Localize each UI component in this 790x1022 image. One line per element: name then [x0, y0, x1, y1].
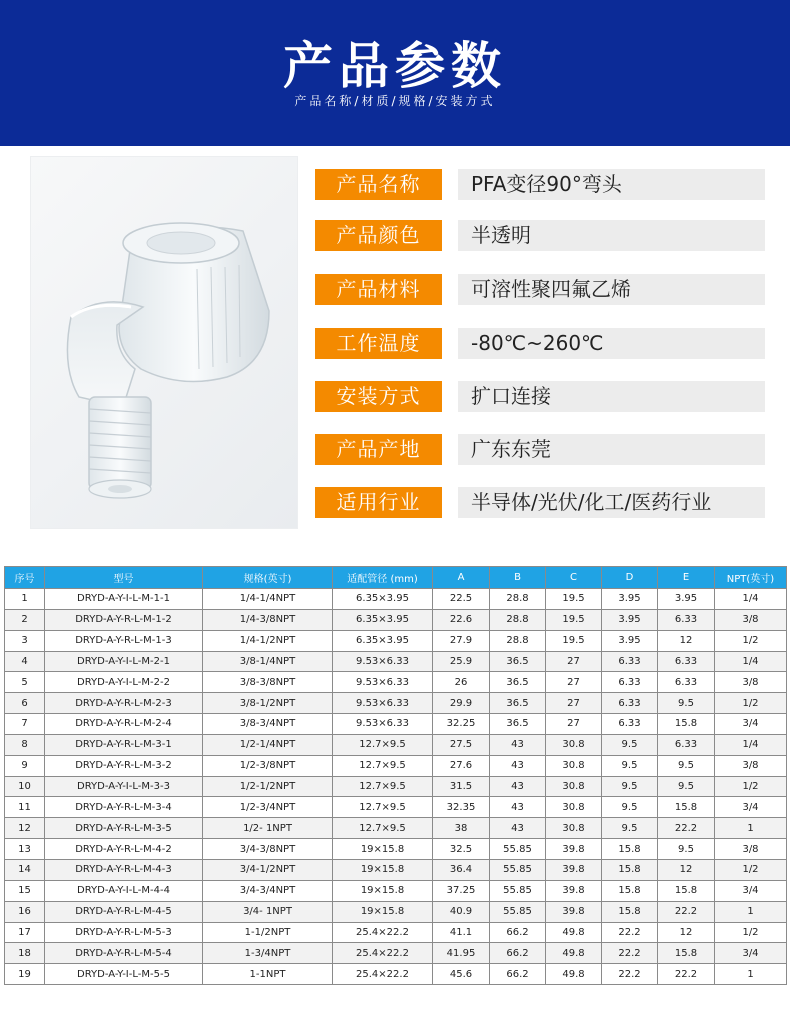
table-cell: 15.8	[658, 943, 715, 964]
table-cell: 6.35×3.95	[333, 589, 433, 610]
table-cell: 9.5	[658, 776, 715, 797]
spec-label: 适用行业	[315, 487, 442, 518]
table-cell: 1	[5, 589, 45, 610]
table-cell: 1/2-1/2NPT	[203, 776, 333, 797]
table-cell: 30.8	[546, 776, 602, 797]
spec-label: 安装方式	[315, 381, 442, 412]
spec-value: 半导体/光伏/化工/医药行业	[458, 487, 765, 518]
header-banner	[0, 0, 790, 146]
table-cell: 22.2	[658, 818, 715, 839]
table-cell: 1/4-1/4NPT	[203, 589, 333, 610]
table-cell: 32.25	[433, 714, 490, 735]
table-cell: DRYD-A-Y-R-L-M-5-4	[45, 943, 203, 964]
table-row	[5, 839, 787, 860]
table-cell: 9.5	[602, 755, 658, 776]
table-cell: 2	[5, 609, 45, 630]
table-cell: 8	[5, 734, 45, 755]
table-cell: 6.35×3.95	[333, 630, 433, 651]
column-header: B	[490, 567, 546, 589]
table-cell: 43	[490, 734, 546, 755]
table-cell: 39.8	[546, 880, 602, 901]
table-cell: 16	[5, 901, 45, 922]
table-cell: 15.8	[658, 880, 715, 901]
table-cell: 3.95	[602, 609, 658, 630]
table-cell: 45.6	[433, 964, 490, 985]
table-cell: 15.8	[602, 880, 658, 901]
table-cell: 6	[5, 693, 45, 714]
table-cell: 22.2	[602, 964, 658, 985]
table-row	[5, 672, 787, 693]
spec-row-origin	[315, 434, 765, 465]
table-cell: 1/2- 1NPT	[203, 818, 333, 839]
table-cell: 19×15.8	[333, 839, 433, 860]
table-cell: 22.2	[658, 901, 715, 922]
spec-row-material	[315, 274, 765, 305]
table-cell: 1/4-1/2NPT	[203, 630, 333, 651]
table-cell: 30.8	[546, 755, 602, 776]
spec-row-temperature	[315, 328, 765, 359]
table-cell: 9.5	[602, 797, 658, 818]
spec-value: 半透明	[458, 220, 765, 251]
table-cell: 38	[433, 818, 490, 839]
table-cell: 22.2	[602, 943, 658, 964]
table-cell: 43	[490, 797, 546, 818]
table-cell: 3/4	[715, 880, 787, 901]
table-row	[5, 651, 787, 672]
table-cell: 3/4- 1NPT	[203, 901, 333, 922]
table-cell: 12	[658, 859, 715, 880]
table-cell: 3/8-3/8NPT	[203, 672, 333, 693]
table-cell: 9.5	[658, 755, 715, 776]
table-cell: 5	[5, 672, 45, 693]
table-row	[5, 630, 787, 651]
table-cell: 3/8-1/4NPT	[203, 651, 333, 672]
table-cell: DRYD-A-Y-I-L-M-2-1	[45, 651, 203, 672]
table-row	[5, 922, 787, 943]
table-cell: 1/2	[715, 859, 787, 880]
spec-value: -80℃~260℃	[458, 328, 765, 359]
spec-value: 扩口连接	[458, 381, 765, 412]
table-cell: 15	[5, 880, 45, 901]
table-cell: 55.85	[490, 839, 546, 860]
table-cell: 39.8	[546, 901, 602, 922]
table-cell: 9.5	[602, 776, 658, 797]
table-cell: DRYD-A-Y-R-L-M-1-2	[45, 609, 203, 630]
table-cell: 19	[5, 964, 45, 985]
table-cell: 12.7×9.5	[333, 755, 433, 776]
table-cell: 22.2	[602, 922, 658, 943]
table-row	[5, 943, 787, 964]
table-cell: 3/4-3/4NPT	[203, 880, 333, 901]
table-cell: 6.33	[602, 672, 658, 693]
table-cell: 12	[658, 630, 715, 651]
table-cell: 1/2	[715, 630, 787, 651]
table-cell: 27.9	[433, 630, 490, 651]
column-header: 型号	[45, 567, 203, 589]
table-cell: 25.4×22.2	[333, 943, 433, 964]
table-cell: 37.25	[433, 880, 490, 901]
table-cell: 28.8	[490, 589, 546, 610]
table-cell: 1/4	[715, 651, 787, 672]
table-cell: 12	[658, 922, 715, 943]
table-cell: 6.33	[602, 651, 658, 672]
table-row	[5, 818, 787, 839]
table-cell: 15.8	[658, 714, 715, 735]
column-header: A	[433, 567, 490, 589]
table-row	[5, 734, 787, 755]
table-cell: 9.53×6.33	[333, 651, 433, 672]
table-cell: DRYD-A-Y-R-L-M-2-3	[45, 693, 203, 714]
elbow-fitting-illustration	[31, 157, 299, 530]
table-cell: 6.33	[658, 651, 715, 672]
table-cell: DRYD-A-Y-R-L-M-4-3	[45, 859, 203, 880]
table-cell: 12.7×9.5	[333, 818, 433, 839]
table-cell: 27	[546, 693, 602, 714]
table-cell: 41.95	[433, 943, 490, 964]
table-cell: 6.33	[658, 734, 715, 755]
table-row	[5, 859, 787, 880]
table-cell: DRYD-A-Y-R-L-M-3-1	[45, 734, 203, 755]
table-cell: DRYD-A-Y-R-L-M-5-3	[45, 922, 203, 943]
spec-row-color	[315, 220, 765, 251]
table-cell: 28.8	[490, 609, 546, 630]
table-cell: 3/8-1/2NPT	[203, 693, 333, 714]
table-cell: DRYD-A-Y-R-L-M-3-2	[45, 755, 203, 776]
table-cell: 7	[5, 714, 45, 735]
table-cell: 11	[5, 797, 45, 818]
table-cell: 30.8	[546, 818, 602, 839]
table-cell: 9.5	[602, 818, 658, 839]
table-cell: 6.33	[658, 609, 715, 630]
table-row	[5, 776, 787, 797]
table-cell: 3/8	[715, 839, 787, 860]
table-cell: 1	[715, 964, 787, 985]
table-cell: 36.5	[490, 693, 546, 714]
table-cell: 1/4-3/8NPT	[203, 609, 333, 630]
table-cell: 6.33	[602, 693, 658, 714]
table-cell: 1/2	[715, 776, 787, 797]
table-cell: 4	[5, 651, 45, 672]
table-cell: 25.4×22.2	[333, 964, 433, 985]
table-cell: 1/2-3/4NPT	[203, 797, 333, 818]
table-cell: 1/4	[715, 589, 787, 610]
table-cell: 19×15.8	[333, 880, 433, 901]
table-cell: 43	[490, 818, 546, 839]
table-cell: 3/4-1/2NPT	[203, 859, 333, 880]
page-title: 产品参数	[283, 37, 507, 95]
table-cell: 6.33	[602, 714, 658, 735]
table-cell: 22.2	[658, 964, 715, 985]
spec-label: 工作温度	[315, 328, 442, 359]
table-cell: DRYD-A-Y-I-L-M-3-3	[45, 776, 203, 797]
table-row	[5, 901, 787, 922]
table-cell: 40.9	[433, 901, 490, 922]
table-cell: 15.8	[602, 901, 658, 922]
spec-value: 可溶性聚四氟乙烯	[458, 274, 765, 305]
table-cell: 13	[5, 839, 45, 860]
table-cell: 15.8	[602, 859, 658, 880]
table-header-row	[5, 567, 787, 589]
table-cell: 3.95	[658, 589, 715, 610]
table-cell: 1/2	[715, 693, 787, 714]
product-image	[30, 156, 298, 529]
table-cell: DRYD-A-Y-R-L-M-4-5	[45, 901, 203, 922]
table-cell: 18	[5, 943, 45, 964]
table-body	[5, 589, 787, 985]
table-cell: 66.2	[490, 964, 546, 985]
table-cell: 3/8	[715, 609, 787, 630]
table-cell: DRYD-A-Y-R-L-M-3-4	[45, 797, 203, 818]
table-cell: 12.7×9.5	[333, 776, 433, 797]
table-cell: 1-1NPT	[203, 964, 333, 985]
spec-value: 广东东莞	[458, 434, 765, 465]
table-cell: DRYD-A-Y-R-L-M-2-4	[45, 714, 203, 735]
table-cell: 43	[490, 776, 546, 797]
table-cell: 43	[490, 755, 546, 776]
column-header: E	[658, 567, 715, 589]
table-cell: 9.5	[658, 839, 715, 860]
table-row	[5, 797, 787, 818]
spec-table	[4, 566, 786, 985]
table-row	[5, 880, 787, 901]
table-cell: 12.7×9.5	[333, 797, 433, 818]
table-cell: 9.53×6.33	[333, 693, 433, 714]
table-cell: 31.5	[433, 776, 490, 797]
table-cell: 27	[546, 714, 602, 735]
table-cell: 19.5	[546, 589, 602, 610]
table-cell: 41.1	[433, 922, 490, 943]
spec-row-name	[315, 169, 765, 200]
table-cell: 3	[5, 630, 45, 651]
table-cell: 25.4×22.2	[333, 922, 433, 943]
table-cell: 39.8	[546, 839, 602, 860]
table-cell: 3.95	[602, 630, 658, 651]
table-cell: 9.5	[658, 693, 715, 714]
table-cell: 49.8	[546, 943, 602, 964]
table-cell: 15.8	[658, 797, 715, 818]
spec-row-installation	[315, 381, 765, 412]
table-cell: 29.9	[433, 693, 490, 714]
spec-row-industry	[315, 487, 765, 518]
table-cell: 19.5	[546, 609, 602, 630]
table-cell: 1	[715, 901, 787, 922]
table-cell: 55.85	[490, 901, 546, 922]
table-cell: 25.9	[433, 651, 490, 672]
table-cell: 66.2	[490, 922, 546, 943]
table-cell: 1/2-3/8NPT	[203, 755, 333, 776]
table-cell: 17	[5, 922, 45, 943]
table-cell: 36.5	[490, 672, 546, 693]
spec-label: 产品材料	[315, 274, 442, 305]
table-cell: 1/2-1/4NPT	[203, 734, 333, 755]
column-header: 规格(英寸)	[203, 567, 333, 589]
table-cell: 9	[5, 755, 45, 776]
page-subtitle: 产品名称/材质/规格/安装方式	[294, 94, 496, 108]
table-cell: 27	[546, 651, 602, 672]
table-cell: DRYD-A-Y-I-L-M-4-4	[45, 880, 203, 901]
table-cell: 12.7×9.5	[333, 734, 433, 755]
table-cell: 9.53×6.33	[333, 672, 433, 693]
table-cell: DRYD-A-Y-R-L-M-4-2	[45, 839, 203, 860]
table-cell: 66.2	[490, 943, 546, 964]
table-cell: 39.8	[546, 859, 602, 880]
table-cell: 27.6	[433, 755, 490, 776]
table-cell: 3.95	[602, 589, 658, 610]
table-cell: DRYD-A-Y-I-L-M-2-2	[45, 672, 203, 693]
column-header: C	[546, 567, 602, 589]
table-row	[5, 714, 787, 735]
table-cell: 27.5	[433, 734, 490, 755]
table-cell: DRYD-A-Y-R-L-M-1-3	[45, 630, 203, 651]
table-row	[5, 964, 787, 985]
table-cell: 9.5	[602, 734, 658, 755]
table-cell: 6.35×3.95	[333, 609, 433, 630]
spec-label: 产品产地	[315, 434, 442, 465]
table-cell: 26	[433, 672, 490, 693]
table-cell: 27	[546, 672, 602, 693]
table-cell: 3/4	[715, 943, 787, 964]
table-cell: 12	[5, 818, 45, 839]
table-cell: 49.8	[546, 964, 602, 985]
table-cell: 36.5	[490, 651, 546, 672]
table-cell: 1-3/4NPT	[203, 943, 333, 964]
table-cell: 10	[5, 776, 45, 797]
table-cell: 3/8-3/4NPT	[203, 714, 333, 735]
table-cell: 32.35	[433, 797, 490, 818]
table-cell: 19×15.8	[333, 859, 433, 880]
table-row	[5, 693, 787, 714]
table-cell: 3/8	[715, 755, 787, 776]
table-cell: 3/4	[715, 714, 787, 735]
table-cell: 6.33	[658, 672, 715, 693]
column-header: NPT(英寸)	[715, 567, 787, 589]
table-cell: 30.8	[546, 734, 602, 755]
table-cell: 55.85	[490, 880, 546, 901]
table-cell: 19.5	[546, 630, 602, 651]
table-cell: 55.85	[490, 859, 546, 880]
table-cell: 14	[5, 859, 45, 880]
table-cell: 3/4	[715, 797, 787, 818]
table-row	[5, 589, 787, 610]
table-cell: 22.5	[433, 589, 490, 610]
table-row	[5, 609, 787, 630]
table-row	[5, 755, 787, 776]
table-cell: 19×15.8	[333, 901, 433, 922]
column-header: D	[602, 567, 658, 589]
table-cell: 36.4	[433, 859, 490, 880]
column-header: 序号	[5, 567, 45, 589]
table-cell: 3/8	[715, 672, 787, 693]
table-cell: DRYD-A-Y-I-L-M-5-5	[45, 964, 203, 985]
table-cell: 3/4-3/8NPT	[203, 839, 333, 860]
table-cell: 1	[715, 818, 787, 839]
table-cell: 22.6	[433, 609, 490, 630]
table-cell: 30.8	[546, 797, 602, 818]
table-cell: 1-1/2NPT	[203, 922, 333, 943]
table-cell: DRYD-A-Y-I-L-M-1-1	[45, 589, 203, 610]
spec-label: 产品名称	[315, 169, 442, 200]
table-cell: 32.5	[433, 839, 490, 860]
table-cell: 36.5	[490, 714, 546, 735]
table-cell: DRYD-A-Y-R-L-M-3-5	[45, 818, 203, 839]
spec-label: 产品颜色	[315, 220, 442, 251]
column-header: 适配管径 (mm)	[333, 567, 433, 589]
table-cell: 49.8	[546, 922, 602, 943]
spec-value: PFA变径90°弯头	[458, 169, 765, 200]
table-cell: 1/4	[715, 734, 787, 755]
table-cell: 9.53×6.33	[333, 714, 433, 735]
table-cell: 15.8	[602, 839, 658, 860]
table-cell: 1/2	[715, 922, 787, 943]
table-cell: 28.8	[490, 630, 546, 651]
